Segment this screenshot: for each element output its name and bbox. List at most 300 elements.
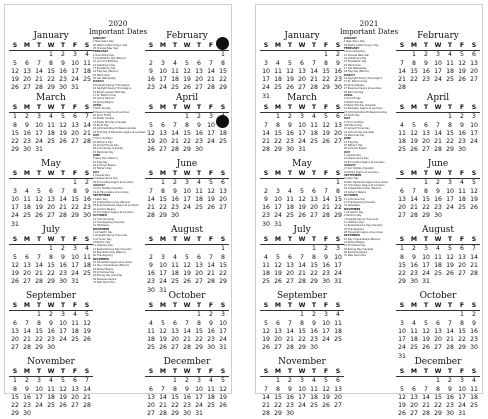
day-number: 19 [59,129,67,137]
day-number: 16 [195,129,203,137]
day-number: 11 [470,385,478,393]
day-number: 30 [59,278,67,286]
day-number: 30 [434,212,442,220]
important-date-item: 26 Boxing Day (Canada) [93,274,123,278]
day-number: 5 [85,311,89,319]
month-name: June [176,159,198,169]
day-number: 3 [197,377,201,385]
day-number: 4 [436,245,440,253]
day-number: 21 [322,204,330,212]
day-number: 8 [49,253,53,261]
day-number: 2 [288,377,292,385]
weekday-header: S [217,236,229,245]
day-number: 6 [300,59,304,67]
day-number: 28 [322,212,330,220]
empty-day-cell [272,51,284,59]
day-number: 29 [334,212,342,220]
day-number: 3 [73,51,77,59]
empty-day-cell [296,179,308,187]
day-number: 7 [448,319,452,327]
weekday-header: F [456,236,468,245]
day-number: 11 [410,327,418,335]
weekday-header: M [157,236,169,245]
day-number: 28 [159,410,167,418]
empty-day-cell [169,51,181,59]
important-date-item: 11 Veterans Day [93,244,113,248]
important-date-item: 21 Father's Day [93,167,112,171]
day-number: 8 [73,187,77,195]
day-number: 15 [219,67,227,75]
day-number: 16 [310,327,318,335]
day-number: 23 [147,84,155,92]
important-date-item: 28 Palm Sunday [344,90,364,94]
important-date-item: 13 Easter Monday (Canada) [93,120,127,124]
important-date-item: 27 Yom Kippur begins at sundown [93,210,134,214]
important-date-item: 9 Mother's Day [344,123,363,127]
day-number: 23 [470,336,478,344]
day-number: 20 [274,336,282,344]
day-number: 3 [324,311,328,319]
day-number: 12 [11,261,19,269]
day-number: 23 [23,138,31,146]
day-number: 7 [312,59,316,67]
weekday-header: S [260,42,272,51]
day-number: 25 [470,402,478,410]
day-number: 12 [398,393,406,401]
important-date-item: 4 Independence Day [93,177,118,181]
month-calendar-march [9,93,93,155]
important-date-item: 8 Passover begins at sundown [93,110,130,114]
weekday-header: T [420,236,432,245]
day-number: 29 [11,410,19,418]
weekday-header: S [9,302,21,311]
weekday-header: M [408,236,420,245]
important-date-item: 8 Daylight Saving Time begins [93,83,130,87]
weekday-header: T [169,368,181,377]
day-number: 1 [324,51,328,59]
weekday-header: F [205,42,217,51]
important-dates-list [344,37,400,258]
day-number: 22 [422,204,430,212]
day-number: 1 [221,245,225,253]
weekday-header: T [284,42,296,51]
important-date-item: 21 Winter Begins [344,240,365,244]
important-dates-month-header: SEPTEMBER [344,174,362,178]
month-name: August [421,225,455,235]
day-number: 20 [410,402,418,410]
important-date-item: 27 Passover begins at sundown [344,87,382,91]
day-number: 22 [334,204,342,212]
weekday-header: S [260,104,272,113]
day-number: 8 [412,59,416,67]
day-number: 5 [161,319,165,327]
day-number: 14 [262,129,270,137]
day-number: 25 [195,204,203,212]
day-number: 10 [71,253,79,261]
day-number: 11 [446,59,454,67]
month-calendar-november [9,357,93,419]
day-number: 14 [35,261,43,269]
day-number: 7 [264,121,268,129]
day-number: 20 [171,336,179,344]
day-number: 23 [23,402,31,410]
month-name: June [427,159,449,169]
day-number: 30 [470,344,478,352]
day-number: 13 [23,261,31,269]
day-number: 19 [159,336,167,344]
day-number: 27 [410,410,418,418]
empty-day-cell [260,179,272,187]
weekday-header: M [272,368,284,377]
day-number: 17 [334,261,342,269]
important-date-item: 5 Cinco de Mayo [344,120,364,124]
month-day-grid [145,368,229,419]
day-number: 2 [149,59,153,67]
weekday-header: F [456,368,468,377]
day-number: 8 [49,59,53,67]
day-number: 2 [61,245,65,253]
important-date-item: 1 Navy Day (Mexico) [93,157,118,161]
day-number: 14 [422,393,430,401]
day-number: 6 [161,121,165,129]
day-number: 4 [312,377,316,385]
weekday-header: T [169,236,181,245]
weekday-header: F [320,302,332,311]
day-number: 18 [410,336,418,344]
day-number: 7 [324,187,328,195]
day-number: 28 [207,84,215,92]
day-number: 21 [183,336,191,344]
day-number: 12 [35,195,43,203]
important-date-item: 26 Ash Wednesday [93,77,116,81]
important-date-item: 20 Summer Begins [93,164,116,168]
day-number: 3 [37,113,41,121]
day-number: 19 [410,138,418,146]
day-number: 30 [446,410,454,418]
day-number: 17 [298,393,306,401]
day-number: 18 [195,195,203,203]
day-number: 5 [221,377,225,385]
day-number: 28 [446,344,454,352]
important-date-item: 25 Mardi Gras [93,73,110,77]
day-number: 28 [35,84,43,92]
day-number: 22 [11,138,19,146]
day-number: 7 [300,253,304,261]
day-number: 16 [262,204,270,212]
day-number: 1 [221,51,225,59]
important-dates-month-header: JUNE [344,137,352,141]
empty-day-cell [408,179,420,187]
day-number: 8 [173,385,177,393]
day-number: 17 [262,76,270,84]
day-number: 13 [310,195,318,203]
day-number: 22 [219,76,227,84]
day-number: 19 [83,327,91,335]
day-number: 28 [422,410,430,418]
important-dates-month-header: JANUARY [93,37,106,40]
day-number: 25 [458,204,466,212]
weekday-header: M [408,104,420,113]
day-number: 25 [207,402,215,410]
day-number: 15 [47,67,55,75]
day-number: 15 [71,195,79,203]
important-date-item: 5 Easter Monday (Canada) [344,103,376,107]
weekday-header: T [193,170,205,179]
day-number: 7 [161,385,165,393]
day-number: 9 [288,385,292,393]
day-number: 15 [159,195,167,203]
day-number: 27 [171,344,179,352]
day-number: 17 [322,327,330,335]
weekday-header: T [193,368,205,377]
important-date-item: 14 Valentine's Day [344,57,367,61]
day-number: 23 [83,204,91,212]
day-number: 1 [161,179,165,187]
day-number: 11 [47,385,55,393]
day-number: 11 [207,385,215,393]
day-number: 27 [23,278,31,286]
day-number: 17 [35,129,43,137]
day-number: 1 [13,377,17,385]
empty-day-cell [260,113,272,121]
day-number: 27 [23,84,31,92]
day-number: 19 [470,195,478,203]
day-number: 3 [37,377,41,385]
day-number: 24 [274,212,282,220]
day-number: 30 [83,212,91,220]
important-date-item: 12 Day of Guadalupe (Mexico) [93,264,130,268]
day-number: 28 [183,344,191,352]
day-number: 26 [83,336,91,344]
day-number: 6 [312,187,316,195]
weekday-header: M [21,302,33,311]
day-number: 24 [219,336,227,344]
day-number: 31 [458,410,466,418]
day-number: 25 [434,270,442,278]
weekday-header: F [69,302,81,311]
day-number: 6 [221,179,225,187]
month-calendar-june [396,159,480,221]
important-date-item: 18 Rosh Hashanah begins at sundown [93,204,139,208]
important-date-item: 2 Groundhog Day [93,53,115,57]
day-number: 6 [13,319,17,327]
weekday-header: S [9,368,21,377]
day-number: 13 [159,129,167,137]
day-number: 19 [11,270,19,278]
empty-day-cell [284,311,296,319]
month-calendar-january [260,31,344,101]
day-number: 8 [424,187,428,195]
empty-day-cell [157,377,169,385]
weekday-header: M [21,236,33,245]
day-number: 20 [195,76,203,84]
day-number: 9 [264,195,268,203]
month-name: October [419,291,457,301]
day-number: 7 [37,59,41,67]
day-number: 21 [298,270,306,278]
important-date-item: 1 Canada Day [344,154,361,158]
important-dates-month-header: OCTOBER [344,194,358,198]
weekday-header: M [21,42,33,51]
important-date-item: 11 Remembrance Day (Canada) [93,247,132,251]
day-number: 9 [424,59,428,67]
day-number: 31 [219,344,227,352]
day-number: 30 [171,212,179,220]
day-number: 19 [59,393,67,401]
day-number: 16 [410,261,418,269]
day-number: 6 [173,319,177,327]
day-number: 27 [71,402,79,410]
day-number: 26 [59,402,67,410]
empty-day-cell [260,245,272,253]
day-number: 15 [334,195,342,203]
day-number: 13 [23,67,31,75]
day-number: 26 [398,410,406,418]
month-calendar-july [9,225,93,287]
day-number: 18 [310,129,318,137]
important-date-item: 5 Cinco de Mayo [93,137,113,141]
day-number: 3 [276,187,280,195]
day-number: 16 [47,327,55,335]
important-date-item: 16 Independence Day (Mexico) [93,200,131,204]
day-number: 23 [422,76,430,84]
day-number: 26 [286,84,294,92]
important-date-item: 17 St. Patrick's Day [93,93,117,97]
day-number: 25 [274,84,282,92]
day-number: 23 [286,138,294,146]
important-date-item: 10 Mother's Day [93,140,113,144]
day-number: 22 [274,138,282,146]
day-number: 8 [197,319,201,327]
weekday-header: W [181,104,193,113]
day-number: 25 [147,344,155,352]
month-name: January [33,31,69,41]
weekday-header: F [320,368,332,377]
day-number: 6 [49,187,53,195]
weekday-header: S [468,368,480,377]
day-number: 6 [25,59,29,67]
day-number: 6 [276,319,280,327]
day-number: 5 [412,121,416,129]
important-date-item: 31 New Year's Eve [93,281,115,285]
day-number: 9 [25,385,29,393]
day-number: 31 [71,278,79,286]
month-name: September [276,291,328,301]
day-number: 16 [446,393,454,401]
empty-day-cell [9,179,21,187]
empty-day-cell [260,311,272,319]
day-number: 21 [147,204,155,212]
day-number: 9 [336,59,340,67]
day-number: 18 [71,327,79,335]
day-number: 5 [13,253,17,261]
weekday-header: T [444,104,456,113]
day-number: 7 [209,59,213,67]
weekday-header: W [296,302,308,311]
day-number: 17 [11,204,19,212]
day-number: 10 [159,261,167,269]
empty-day-cell [420,113,432,121]
weekday-header: W [45,104,57,113]
month-name: April [426,93,450,103]
day-number: 10 [35,385,43,393]
day-number: 27 [334,402,342,410]
day-number: 28 [262,410,270,418]
day-number: 6 [336,377,340,385]
weekday-header: W [45,42,57,51]
month-day-grid [396,42,480,93]
day-number: 12 [422,327,430,335]
day-number: 17 [71,67,79,75]
day-number: 4 [85,51,89,59]
weekday-header: F [205,104,217,113]
weekday-header: T [169,104,181,113]
weekday-header: W [296,104,308,113]
weekday-header: M [408,368,420,377]
weekday-header: S [468,302,480,311]
day-number: 12 [147,129,155,137]
important-date-item: 19 Vernal Equinox [93,97,115,101]
weekday-header: S [145,170,157,179]
day-number: 29 [219,278,227,286]
day-number: 26 [147,146,155,154]
day-number: 12 [59,385,67,393]
day-number: 4 [49,377,53,385]
day-number: 31 [334,278,342,286]
day-number: 17 [59,327,67,335]
day-number: 13 [147,393,155,401]
weekday-header: S [145,368,157,377]
day-number: 18 [274,76,282,84]
important-date-item: 19 Al-Hijra begins at sundown [93,190,129,194]
day-number: 19 [446,261,454,269]
day-number: 22 [322,76,330,84]
day-number: 20 [47,204,55,212]
empty-day-cell [420,377,432,385]
day-number: 20 [11,336,19,344]
day-number: 3 [209,113,213,121]
day-number: 20 [422,138,430,146]
day-number: 25 [47,402,55,410]
important-date-item: 20 Spring Begins [344,83,365,87]
weekday-header: S [332,302,344,311]
empty-day-cell [408,311,420,319]
day-number: 2 [197,113,201,121]
day-number: 3 [472,113,476,121]
important-dates-month-header: NOVEMBER [344,207,361,211]
day-number: 13 [286,261,294,269]
day-number: 5 [185,59,189,67]
day-number: 25 [286,212,294,220]
empty-day-cell [9,311,21,319]
weekday-header: S [217,170,229,179]
day-number: 20 [310,204,318,212]
day-number: 4 [73,311,77,319]
calendar-page-2021 [255,4,483,418]
day-number: 6 [400,187,404,195]
weekday-header: W [432,236,444,245]
weekday-header: T [444,170,456,179]
important-date-item: 17 Presidents' Day [93,67,116,71]
day-number: 13 [410,393,418,401]
month-day-grid [145,42,229,93]
weekday-header: T [308,170,320,179]
important-date-item: 2 Election Day [344,214,362,218]
day-number: 31 [398,352,406,360]
day-number: 23 [207,336,215,344]
day-number: 3 [221,311,225,319]
day-number: 12 [458,59,466,67]
